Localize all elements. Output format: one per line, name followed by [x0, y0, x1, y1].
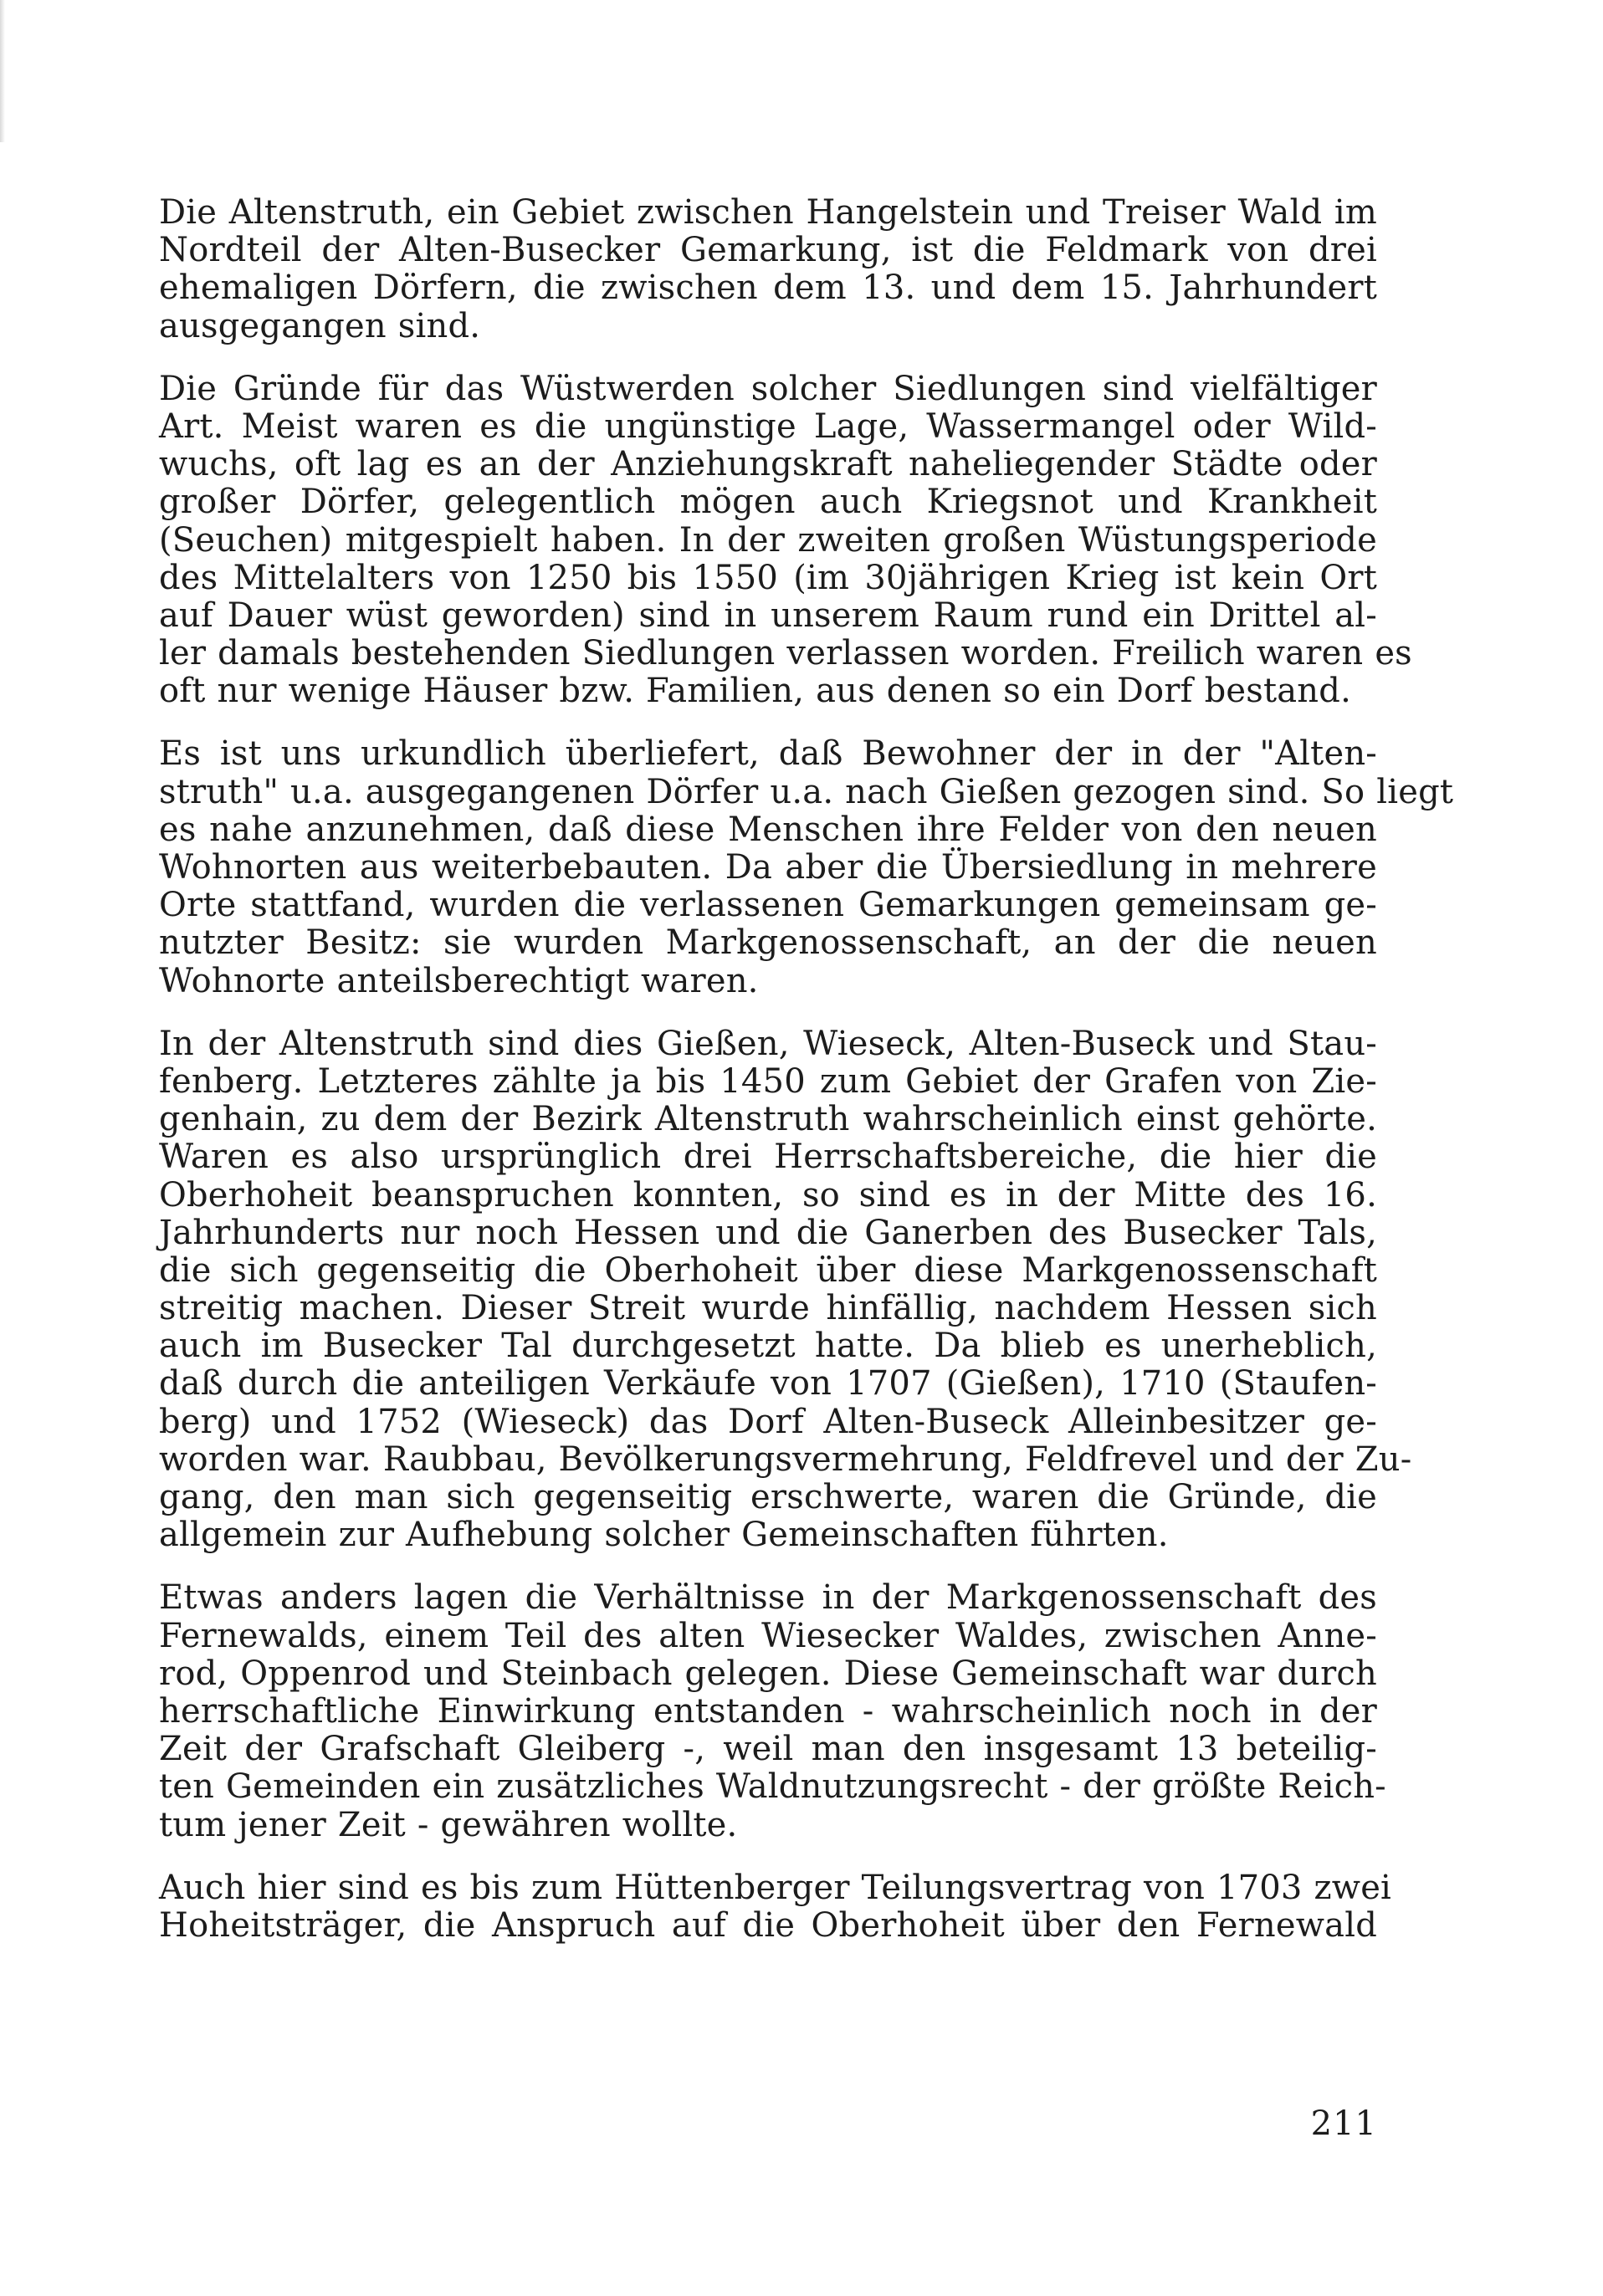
paragraph-1: [159, 194, 1377, 345]
body-text: [159, 193, 1454, 1970]
text-line: worden war. Raubbau, Bevölkerungsvermehrung, Feldfrevel und der Zu-: [159, 1439, 1412, 1479]
paragraph-2: [159, 369, 1412, 711]
text-line: oft nur wenige Häuser bzw. Familien, aus denen so ein Dorf bestand.: [159, 672, 1351, 711]
text-line: Nordteil der Alten-Busecker Gemarkung, ist die Feldmark von drei: [159, 231, 1377, 270]
paragraph-5: [159, 1578, 1386, 1844]
text-line: Die Gründe für das Wüstwerden solcher Siedlungen sind vielfältiger: [159, 369, 1377, 408]
text-line: berg) und 1752 (Wieseck) das Dorf Alten-Buseck Alleinbesitzer ge-: [159, 1402, 1377, 1441]
paragraph-4: [159, 1024, 1412, 1555]
text-line: daß durch die anteiligen Verkäufe von 1707 (Gießen), 1710 (Staufen-: [159, 1364, 1377, 1404]
text-line: genhain, zu dem der Bezirk Altenstruth wahrscheinlich einst gehörte.: [159, 1100, 1377, 1139]
text-line: streitig machen. Dieser Streit wurde hinfällig, nachdem Hessen sich: [159, 1289, 1377, 1328]
text-line: Art. Meist waren es die ungünstige Lage, Wassermangel oder Wild-: [159, 407, 1377, 446]
text-line: ler damals bestehenden Siedlungen verlassen worden. Freilich waren es: [159, 634, 1412, 673]
text-line: In der Altenstruth sind dies Gießen, Wieseck, Alten-Buseck und Stau-: [159, 1024, 1377, 1063]
text-line: Hoheitsträger, die Anspruch auf die Oberhoheit über den Fernewald: [159, 1905, 1377, 1945]
text-line: Etwas anders lagen die Verhältnisse in der Markgenossenschaft des: [159, 1578, 1377, 1618]
text-line: auch im Busecker Tal durchgesetzt hatte. Da blieb es unerheblich,: [159, 1327, 1377, 1366]
text-line: Zeit der Grafschaft Gleiberg -, weil man den insgesamt 13 beteilig-: [159, 1730, 1377, 1769]
text-line: Waren es also ursprünglich drei Herrschaftsbereiche, die hier die: [159, 1138, 1377, 1177]
text-line: Es ist uns urkundlich überliefert, daß Bewohner der in der "Alten-: [159, 734, 1377, 774]
text-line: es nahe anzunehmen, daß diese Menschen ihre Felder von den neuen: [159, 810, 1377, 849]
text-line: Wohnorte anteilsberechtigt waren.: [159, 961, 759, 1000]
paragraph-3: [159, 734, 1454, 1000]
text-line: ten Gemeinden ein zusätzliches Waldnutzungsrecht - der größte Reich-: [159, 1767, 1386, 1807]
text-line: wuchs, oft lag es an der Anziehungskraft naheliegender Städte oder: [159, 445, 1377, 484]
text-line: herrschaftliche Einwirkung entstanden - wahrscheinlich noch in der: [159, 1691, 1377, 1731]
text-line: (Seuchen) mitgespielt haben. In der zweiten großen Wüstungsperiode: [159, 520, 1377, 560]
page-number: 211: [1310, 2104, 1377, 2143]
text-line: ausgegangen sind.: [159, 306, 481, 345]
text-line: rod, Oppenrod und Steinbach gelegen. Diese Gemeinschaft war durch: [159, 1654, 1377, 1693]
text-line: auf Dauer wüst geworden) sind in unserem Raum rund ein Drittel al-: [159, 596, 1377, 635]
text-line: Die Altenstruth, ein Gebiet zwischen Hangelstein und Treiser Wald im: [159, 193, 1377, 232]
text-line: Fernewalds, einem Teil des alten Wiesecker Waldes, zwischen Anne-: [159, 1616, 1377, 1655]
paragraph-6: [159, 1868, 1392, 1945]
text-line: fenberg. Letzteres zählte ja bis 1450 zum Gebiet der Grafen von Zie-: [159, 1061, 1377, 1101]
text-line: tum jener Zeit - gewähren wollte.: [159, 1805, 738, 1844]
text-line: Oberhoheit beanspruchen konnten, so sind es in der Mitte des 16.: [159, 1175, 1377, 1214]
text-line: gang, den man sich gegenseitig erschwerte, waren die Gründe, die: [159, 1478, 1377, 1516]
text-line: Jahrhunderts nur noch Hessen und die Ganerben des Busecker Tals,: [159, 1213, 1377, 1252]
text-line: struth" u.a. ausgegangenen Dörfer u.a. nach Gießen gezogen sind. So liegt: [159, 772, 1454, 811]
text-line: des Mittelalters von 1250 bis 1550 (im 30jährigen Krieg ist kein Ort: [159, 558, 1377, 597]
text-line: Wohnorten aus weiterbebauten. Da aber die Übersiedlung in mehrere: [159, 848, 1377, 887]
text-line: nutzter Besitz: sie wurden Markgenossenschaft, an der die neuen: [159, 923, 1377, 963]
text-line: die sich gegenseitig die Oberhoheit über diese Markgenossenschaft: [159, 1250, 1377, 1290]
text-line: ehemaligen Dörfern, die zwischen dem 13. und dem 15. Jahrhundert: [159, 268, 1377, 308]
text-line: großer Dörfer, gelegentlich mögen auch Kriegsnot und Krankheit: [159, 483, 1377, 522]
scan-edge-shadow: [0, 0, 5, 142]
text-line: Auch hier sind es bis zum Hüttenberger Teilungsvertrag von 1703 zwei: [159, 1868, 1392, 1907]
text-line: Orte stattfand, wurden die verlassenen Gemarkungen gemeinsam ge-: [159, 886, 1377, 925]
text-line: allgemein zur Aufhebung solcher Gemeinschaften führten.: [159, 1516, 1169, 1555]
